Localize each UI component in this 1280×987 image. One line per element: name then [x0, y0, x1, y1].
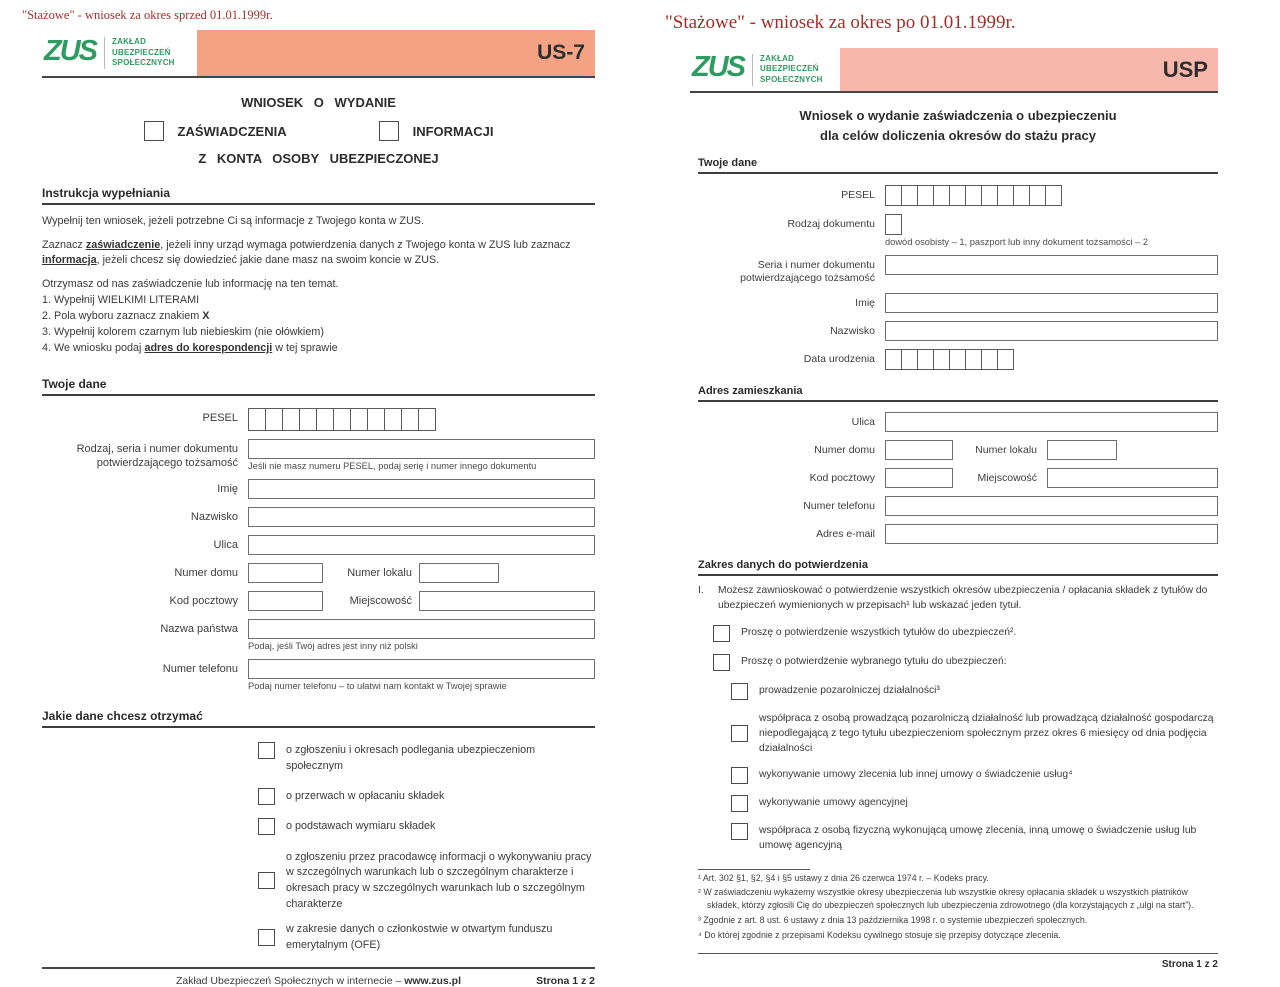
numer-lokalu-label: Numer lokalu [347, 567, 412, 580]
data-urodzenia-label: Data urodzenia [803, 353, 875, 366]
data-option-label: w zakresie danych o członkostwie w otwartym funduszu emerytalnym (OFE) [286, 923, 553, 951]
title-option-row[interactable] [731, 767, 1218, 784]
pesel-box[interactable] [367, 408, 385, 431]
zakres-intro-number: I. [698, 584, 704, 597]
zus-org-name [760, 54, 823, 85]
pesel-input[interactable] [885, 185, 1218, 206]
numer-lokalu-label: Numer lokalu [975, 444, 1037, 457]
date-box[interactable] [949, 349, 966, 370]
zaswiadczenie-label: ZAŚWIADCZENIA [177, 123, 287, 139]
numer-domu-label: Numer domu [174, 567, 238, 580]
telefon-input[interactable] [248, 659, 595, 679]
nazwisko-label: Nazwisko [190, 511, 238, 524]
pesel-box[interactable] [333, 408, 351, 431]
kod-pocztowy-input[interactable] [885, 468, 953, 488]
title-option-row[interactable] [731, 823, 1218, 854]
pesel-box[interactable] [248, 408, 266, 431]
usp-title-line1: Wniosek o wydanie zaświadczenia o ubezpieczeniu [799, 108, 1117, 123]
ulica-row [698, 412, 1218, 432]
pesel-box[interactable] [933, 185, 950, 206]
numer-domu-input[interactable] [885, 440, 953, 460]
instruction-li1: 1. Wypełnij WIELKIMI LITERAMI [42, 293, 200, 306]
title-option-label: współpraca z osobą prowadzącą pozarolniczą działalność lub prowadzącą działalność gospodarczą niepodlegającą z tego tytułu ubezpieczeniom społecznym przez okres 6 miesięcy od dnia podjęcia działalności [759, 713, 1214, 754]
us7-header-band [42, 30, 595, 76]
zus-logo-block [42, 30, 197, 76]
pesel-box[interactable] [885, 185, 902, 206]
pesel-box[interactable] [1029, 185, 1046, 206]
telefon-label: Numer telefonu [162, 663, 238, 676]
instruction-p1: Wypełnij ten wniosek, jeżeli potrzebne Ci są informacje z Twojego konta w ZUS. [42, 215, 424, 227]
numer-domu-label: Numer domu [814, 444, 875, 457]
title-option-checkbox[interactable] [731, 823, 748, 840]
miejscowosc-label: Miejscowość [977, 472, 1037, 485]
title-option-checkbox[interactable] [731, 795, 748, 812]
informacja-label: INFORMACJI [412, 123, 494, 139]
section-instrukcja: Instrukcja wypełniania [42, 186, 595, 205]
usp-pink-banner [840, 48, 1218, 91]
section-twoje-dane: Twoje dane [698, 157, 1218, 174]
email-row [698, 524, 1218, 544]
usp-title-line2: dla celów doliczenia okresów do stażu pracy [820, 127, 1096, 143]
zus-logo: ZUS [692, 51, 744, 83]
kod-pocztowy-row [42, 591, 595, 611]
email-label: Adres e-mail [816, 528, 875, 541]
title-option-label: współpraca z osobą fizyczną wykonującą umowę zlecenia, inną umowę o świadczenie usług lub umowę agencyjną [759, 824, 1197, 851]
miejscowosc-input[interactable] [1047, 468, 1218, 488]
data-option-label: o przerwach w opłacaniu składek [286, 789, 445, 802]
numer-lokalu-input[interactable] [1047, 440, 1117, 460]
telefon-row [42, 659, 595, 691]
document-input[interactable] [248, 439, 595, 459]
nazwisko-row [698, 321, 1218, 341]
panstwo-hint: Podaj, jeśli Twój adres jest inny niż polski [248, 641, 418, 652]
date-box[interactable] [933, 349, 950, 370]
title-option-checkbox[interactable] [731, 683, 748, 700]
zus-org-line: SPOŁECZNYCH [112, 58, 175, 68]
nazwisko-input[interactable] [248, 507, 595, 527]
confirm-all-checkbox[interactable] [713, 625, 730, 642]
pesel-box[interactable] [949, 185, 966, 206]
section-adres: Adres zamieszkania [698, 385, 1218, 402]
pesel-box[interactable] [1045, 185, 1062, 206]
logo-divider [752, 54, 753, 86]
telefon-hint: Podaj numer telefonu – to ułatwi nam kontakt w Twojej sprawie [248, 681, 507, 692]
imie-row [698, 293, 1218, 313]
panstwo-row [42, 619, 595, 651]
page-number: Strona 1 z 2 [1161, 959, 1218, 971]
data-option-label: o zgłoszeniu i okresach podlegania ubezpieczeniom społecznym [286, 744, 536, 772]
confirm-selected-label: Proszę o potwierdzenie wybranego tytułu do ubezpieczeń: [741, 656, 1007, 668]
zaswiadczenie-checkbox[interactable] [144, 121, 164, 141]
data-option-row[interactable] [258, 818, 595, 835]
instruction-li2: 2. Pola wyboru zaznacz znakiem X [42, 309, 210, 322]
pesel-row [42, 408, 595, 431]
panstwo-input[interactable] [248, 619, 595, 639]
pesel-box[interactable] [901, 185, 918, 206]
pesel-box[interactable] [384, 408, 402, 431]
pesel-box[interactable] [997, 185, 1014, 206]
us7-title-line3: Z KONTA OSOBY UBEZPIECZONEJ [198, 151, 439, 166]
data-option-checkbox[interactable] [258, 788, 275, 805]
panstwo-label: Nazwa państwa [160, 623, 238, 636]
confirm-selected-row[interactable] [713, 654, 1218, 671]
kod-pocztowy-label: Kod pocztowy [169, 595, 238, 608]
data-urodzenia-row [698, 349, 1218, 370]
us7-title-line1: WNIOSEK O WYDANIE [241, 95, 396, 110]
data-option-row[interactable] [258, 921, 595, 953]
us7-orange-banner [197, 30, 595, 76]
title-option-label: wykonywanie umowy agencyjnej [759, 796, 908, 808]
seria-numer-row [698, 255, 1218, 285]
zus-org-name [112, 37, 175, 68]
pesel-box[interactable] [316, 408, 334, 431]
data-option-label: o podstawach wymiaru składek [286, 819, 436, 832]
kod-pocztowy-row [698, 468, 1218, 488]
rodzaj-dokumentu-input[interactable] [885, 214, 1218, 235]
zus-org-line: SPOŁECZNYCH [760, 74, 823, 84]
confirm-all-label: Proszę o potwierdzenie wszystkich tytułów do ubezpieczeń². [741, 627, 1017, 639]
data-option-label: o zgłoszeniu przez pracodawcę informacji o wykonywaniu pracy w szczególnych warunkach lub o szczególnym charakterze i okresach pracy w szczególnych warunkach lub o szczególnym charakterze [286, 850, 592, 910]
header-rule [690, 91, 1218, 93]
zakres-intro-text: Możesz zawnioskować o potwierdzenie wszystkich okresów ubezpieczenia / opłacania składek z tytułów do ubezpieczeń wymienionych w przepisach¹ lub wskazać jeden tytuł. [718, 585, 1208, 611]
title-option-row[interactable] [731, 795, 1218, 812]
footnote-4: ⁴ Do której zgodnie z przepisami Kodeksu cywilnego stosuje się przepisy dotyczące zlecenia. [698, 929, 1061, 940]
option-zaswiadczenie[interactable] [144, 121, 287, 141]
section-twoje-dane: Twoje dane [42, 377, 595, 396]
instruction-p3: Otrzymasz od nas zaświadczenie lub informację na ten temat. [42, 277, 339, 290]
imie-input[interactable] [885, 293, 1218, 313]
zakres-intro [698, 584, 1218, 613]
zus-org-line: ZAKŁAD [112, 37, 147, 47]
instruction-li4: 4. We wniosku podaj adres do korespondencji w tej sprawie [42, 342, 338, 355]
title-option-label: prowadzenie pozarolniczej działalności³ [759, 685, 940, 697]
date-box[interactable] [997, 349, 1014, 370]
ulica-input[interactable] [885, 412, 1218, 432]
data-option-row[interactable] [258, 849, 595, 913]
data-option-checkbox[interactable] [258, 872, 275, 889]
date-box[interactable] [917, 349, 934, 370]
rodzaj-dokumentu-hint: dowód osobisty – 1, paszport lub inny dokument tożsamości – 2 [885, 237, 1149, 247]
pesel-label: PESEL [202, 412, 238, 425]
pesel-box[interactable] [401, 408, 419, 431]
zus-logo: ZUS [44, 34, 96, 67]
date-box[interactable] [885, 349, 902, 370]
nazwisko-label: Nazwisko [830, 325, 875, 338]
footer-site: Zakład Ubezpieczeń Społecznych w internecie – www.zus.pl [176, 975, 461, 987]
pesel-box[interactable] [299, 408, 317, 431]
data-urodzenia-input[interactable] [885, 349, 1218, 370]
data-option-checkbox[interactable] [258, 742, 275, 759]
document-row [42, 439, 595, 471]
option-informacja[interactable] [379, 121, 494, 141]
usp-form-code: USP [1162, 56, 1208, 82]
zus-org-line: UBEZPIECZEŃ [760, 64, 819, 74]
zus-org-line: UBEZPIECZEŃ [112, 47, 171, 57]
zus-logo-block [690, 48, 840, 91]
pesel-label: PESEL [841, 189, 875, 201]
title-option-row[interactable] [731, 683, 1218, 700]
date-box[interactable] [965, 349, 982, 370]
instruction-p2: Zaznacz zaświadczenie, jeżeli inny urząd wymaga potwierdzenia danych z Twojego konta w ZUS lub zaznacz informacja, jeżeli chcesz się dowiedzieć jakie dane masz na swoim koncie w ZUS. [42, 238, 571, 266]
pesel-box[interactable] [350, 408, 368, 431]
pesel-box[interactable] [981, 185, 998, 206]
usp-footer [698, 953, 1218, 970]
miejscowosc-input[interactable] [419, 591, 595, 611]
data-option-checkbox[interactable] [258, 818, 275, 835]
us7-tagline: "Stażowe" - wniosek za okres sprzed 01.01.1999r. [22, 8, 273, 22]
kod-pocztowy-input[interactable] [248, 591, 323, 611]
telefon-input[interactable] [885, 496, 1218, 516]
footnote-rule [698, 869, 810, 870]
informacja-checkbox[interactable] [379, 121, 399, 141]
us7-document-type-options [42, 121, 595, 141]
title-option-checkbox[interactable] [731, 767, 748, 784]
footnote-1: ¹ Art. 302 §1, §2, §4 i §5 ustawy z dnia 26 czerwca 1974 r. – Kodeks pracy. [698, 872, 989, 883]
pesel-input[interactable] [248, 408, 595, 431]
instruction-li3: 3. Wypełnij kolorem czarnym lub niebieskim (nie ołówkiem) [42, 325, 324, 338]
footnote-3: ³ Zgodnie z art. 8 ust. 6 ustawy z dnia 13 października 1998 r. o systemie ubezpieczeń społecznych. [698, 914, 1088, 925]
form-usp-page [665, 12, 1218, 970]
email-input[interactable] [885, 524, 1218, 544]
data-option-row[interactable] [258, 742, 595, 774]
pesel-box[interactable] [418, 408, 436, 431]
data-option-row[interactable] [258, 788, 595, 805]
telefon-row [698, 496, 1218, 516]
section-jakie-dane: Jakie dane chcesz otrzymać [42, 709, 595, 728]
imie-input[interactable] [248, 479, 595, 499]
imie-label: Imię [855, 297, 875, 310]
title-option-row[interactable] [731, 711, 1218, 757]
form-us7-page [22, 8, 595, 987]
date-box[interactable] [901, 349, 918, 370]
imie-label: Imię [217, 483, 238, 496]
numer-lokalu-input[interactable] [419, 563, 499, 583]
pesel-box[interactable] [282, 408, 300, 431]
kod-pocztowy-label: Kod pocztowy [809, 472, 875, 485]
usp-title [698, 106, 1218, 145]
miejscowosc-label: Miejscowość [349, 595, 412, 608]
nazwisko-input[interactable] [885, 321, 1218, 341]
section-zakres: Zakres danych do potwierdzenia [698, 559, 1218, 576]
telefon-label: Numer telefonu [803, 500, 875, 513]
ulica-row [42, 535, 595, 555]
usp-tagline: "Stażowe" - wniosek za okres po 01.01.1999r. [665, 12, 1016, 33]
ulica-label: Ulica [213, 539, 238, 552]
numer-domu-row [42, 563, 595, 583]
footnote-2: ² W zaświadczeniu wykażemy wszystkie okresy ubezpieczenia lub wszystkie okresy opłacania składek u wszystkich płatników składek, którzy zgłosili Cię do ubezpieczeń społecznych lub ubezpieczenia zdrowotnego (dla korzystających z „ulgi na start”). [698, 887, 1194, 911]
seria-numer-label: Seria i numer dokumentu potwierdzającego tożsamość [740, 259, 875, 285]
title-option-label: wykonywanie umowy zlecenia lub innej umowy o świadczenie usług⁴ [759, 768, 1073, 780]
numer-domu-input[interactable] [248, 563, 323, 583]
nazwisko-row [42, 507, 595, 527]
us7-footer [42, 967, 595, 987]
pesel-box[interactable] [1013, 185, 1030, 206]
us7-form-code: US-7 [537, 41, 585, 64]
confirm-selected-checkbox[interactable] [713, 654, 730, 671]
ulica-label: Ulica [851, 416, 875, 429]
pesel-row [698, 185, 1218, 206]
seria-numer-input[interactable] [885, 255, 1218, 275]
rodzaj-dokumentu-row [698, 214, 1218, 247]
page-number: Strona 1 z 2 [536, 975, 595, 987]
pesel-box[interactable] [965, 185, 982, 206]
zus-org-line: ZAKŁAD [760, 53, 795, 63]
rodzaj-dokumentu-box[interactable] [885, 214, 902, 235]
document-hint: Jeśli nie masz numeru PESEL, podaj serię i numer innego dokumentu [248, 461, 537, 472]
ulica-input[interactable] [248, 535, 595, 555]
header-rule [42, 76, 595, 78]
numer-domu-row [698, 440, 1218, 460]
title-option-checkbox[interactable] [731, 725, 748, 742]
date-box[interactable] [981, 349, 998, 370]
logo-divider [104, 37, 105, 69]
data-option-checkbox[interactable] [258, 929, 275, 946]
pesel-box[interactable] [265, 408, 283, 431]
imie-row [42, 479, 595, 499]
confirm-all-row[interactable] [713, 625, 1218, 642]
pesel-box[interactable] [917, 185, 934, 206]
document-label: Rodzaj, seria i numer dokumentu potwierdzającego tożsamość [76, 443, 238, 470]
rodzaj-dokumentu-label: Rodzaj dokumentu [787, 218, 875, 230]
usp-header-band [690, 48, 1218, 91]
